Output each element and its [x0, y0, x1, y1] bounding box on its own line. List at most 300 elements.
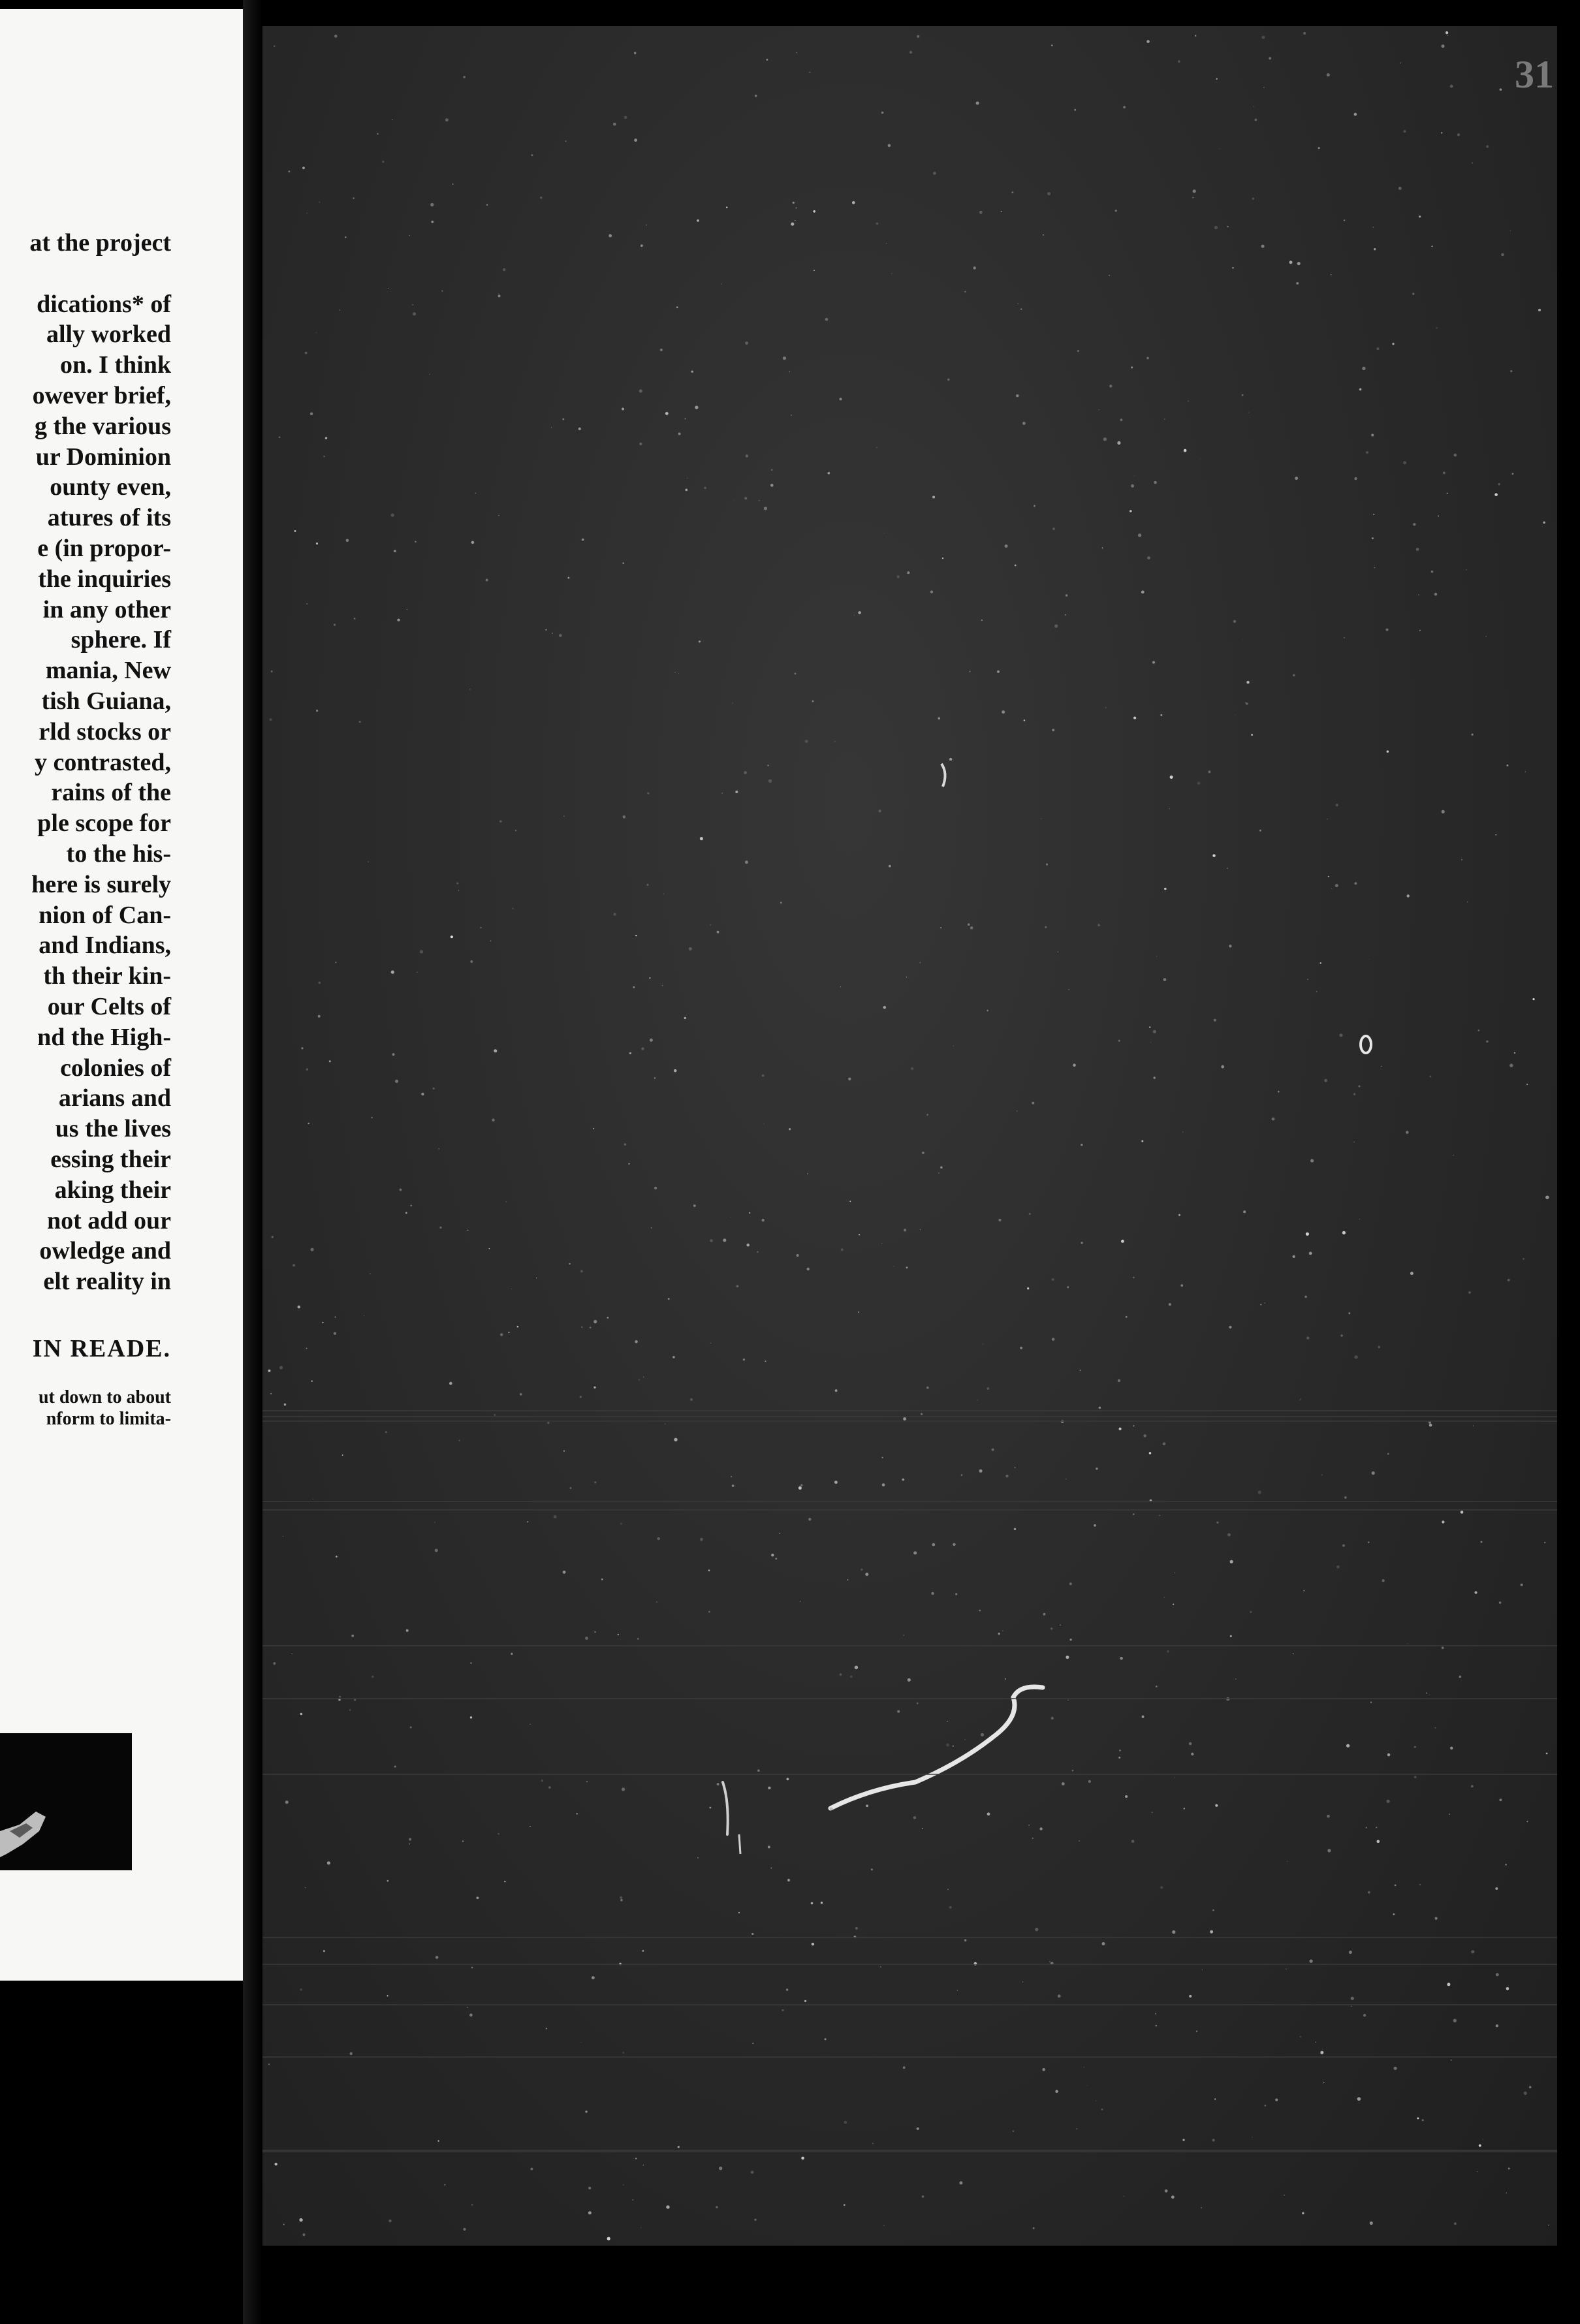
- speckle: [345, 236, 346, 238]
- speckle: [1001, 211, 1002, 212]
- speckle: [359, 721, 361, 723]
- speckle: [987, 1387, 989, 1390]
- text-line: g the various: [35, 412, 171, 440]
- speckle: [1295, 477, 1298, 480]
- speckle: [394, 550, 396, 552]
- speckle: [640, 244, 643, 247]
- speckle: [520, 1393, 522, 1396]
- speckle: [595, 1631, 596, 1633]
- speckle: [904, 1229, 906, 1231]
- speckle: [1065, 614, 1066, 616]
- speckle: [580, 1396, 582, 1398]
- speckle: [1477, 2171, 1478, 2172]
- speckle: [1102, 548, 1103, 549]
- speckle: [475, 493, 477, 494]
- speckle: [409, 1838, 411, 1841]
- speckle: [548, 1786, 551, 1789]
- speckle: [302, 2233, 305, 2236]
- speckle: [1521, 1584, 1523, 1586]
- speckle: [1422, 2119, 1424, 2121]
- speckle: [1506, 764, 1508, 766]
- speckle: [1229, 945, 1231, 947]
- speckle: [1099, 1407, 1101, 1409]
- speckle: [764, 507, 767, 510]
- speckle: [551, 427, 552, 428]
- speckle: [731, 1476, 732, 1477]
- speckle: [285, 1800, 289, 1804]
- speckle: [1072, 1770, 1074, 1772]
- speckle: [1374, 567, 1376, 569]
- speckle: [1372, 1471, 1375, 1475]
- speckle: [413, 312, 416, 315]
- speckle: [1102, 1942, 1105, 1945]
- speckle: [1002, 1630, 1003, 1631]
- speckle: [635, 2158, 637, 2159]
- speckle: [1278, 1091, 1280, 1093]
- speckle: [387, 1995, 388, 1996]
- speckle: [1227, 226, 1229, 227]
- speckle: [1215, 1804, 1218, 1807]
- speckle: [580, 1270, 583, 1272]
- speckle: [1342, 1231, 1346, 1234]
- speckle: [708, 1611, 710, 1613]
- speckle: [1481, 1541, 1483, 1543]
- speckle: [486, 579, 488, 582]
- speckle: [757, 1769, 760, 1772]
- speckle: [275, 2163, 277, 2165]
- speckle: [691, 371, 693, 373]
- speckle: [1450, 85, 1453, 88]
- author-signature: IN READE.: [32, 1335, 171, 1362]
- speckle: [1306, 1233, 1309, 1236]
- speckle: [1506, 1864, 1507, 1866]
- speckle: [666, 2205, 669, 2208]
- speckle: [1096, 1468, 1098, 1470]
- speckle: [689, 947, 692, 950]
- speckle: [499, 821, 501, 823]
- speckle: [744, 497, 747, 499]
- speckle: [1039, 1827, 1042, 1830]
- speckle: [334, 624, 336, 626]
- speckle: [1015, 565, 1017, 567]
- speckle: [1368, 959, 1369, 960]
- speckle: [882, 1483, 885, 1486]
- speckle: [292, 1264, 295, 1266]
- speckle: [1074, 109, 1076, 111]
- speckle: [787, 1879, 790, 1881]
- speckle: [1143, 1434, 1146, 1437]
- speckle: [744, 771, 747, 774]
- speckle: [1320, 2051, 1323, 2054]
- text-line: the inquiries: [38, 565, 171, 593]
- speckle: [1510, 230, 1511, 231]
- speckle: [751, 1933, 753, 1935]
- speckle: [1045, 926, 1047, 928]
- speckle: [1098, 924, 1100, 926]
- text-line: e (in propor-: [37, 534, 171, 562]
- speckle: [849, 1201, 851, 1202]
- speckle: [490, 940, 492, 941]
- speckle: [622, 408, 624, 411]
- speckle: [531, 2168, 533, 2171]
- speckle: [1427, 1693, 1428, 1694]
- speckle: [949, 758, 952, 761]
- speckle: [998, 1219, 1001, 1221]
- speckle: [316, 542, 318, 544]
- speckle: [1230, 1560, 1233, 1563]
- speckle: [1450, 1747, 1453, 1750]
- speckle: [953, 1543, 956, 1547]
- speckle: [1416, 548, 1419, 551]
- speckle: [1214, 2099, 1216, 2100]
- speckle: [1088, 1780, 1091, 1783]
- speckle: [755, 95, 757, 97]
- text-line: to the his-: [66, 840, 171, 868]
- speckle: [1331, 888, 1333, 889]
- speckle: [1304, 1296, 1307, 1298]
- speckle: [947, 379, 950, 381]
- speckle: [463, 2228, 466, 2231]
- speckle: [1118, 1040, 1120, 1042]
- speckle: [710, 1239, 713, 1242]
- speckle: [569, 1263, 571, 1264]
- speckle: [1138, 533, 1141, 537]
- speckle: [1524, 2092, 1527, 2095]
- speckle: [1002, 710, 1005, 714]
- speckle: [751, 2171, 754, 2174]
- speckle: [463, 76, 466, 78]
- speckle: [1354, 113, 1357, 116]
- speckle: [1309, 1252, 1312, 1255]
- speckle: [354, 1699, 356, 1701]
- speckle: [745, 341, 748, 345]
- speckle: [1210, 1930, 1213, 1934]
- speckle: [733, 500, 734, 501]
- speckle: [841, 1248, 844, 1251]
- speckle: [721, 793, 723, 794]
- speckle: [439, 1227, 441, 1229]
- speckle: [1265, 2105, 1267, 2107]
- text-line: aking their: [54, 1176, 171, 1204]
- speckle: [1012, 191, 1014, 193]
- speckle: [1156, 1686, 1158, 1688]
- speckle: [607, 1317, 609, 1319]
- speckle: [299, 2218, 302, 2222]
- speckle: [793, 202, 795, 204]
- speckle: [397, 619, 400, 621]
- speckle: [768, 1845, 770, 1848]
- speckle: [1152, 661, 1155, 664]
- speckle: [601, 1578, 603, 1580]
- speckle: [974, 1962, 977, 1966]
- speckle: [1403, 461, 1406, 464]
- speckle: [593, 1320, 597, 1323]
- speckle: [1486, 1041, 1489, 1043]
- speckle: [1043, 1613, 1046, 1616]
- speckle: [1252, 198, 1255, 200]
- speckle: [471, 2204, 473, 2206]
- speckle: [1471, 1785, 1474, 1787]
- speckle: [563, 1450, 565, 1452]
- speckle: [1142, 1716, 1145, 1718]
- text-line: dications* of: [37, 290, 171, 318]
- speckle: [1066, 594, 1068, 597]
- speckle: [1115, 210, 1117, 212]
- speckle: [308, 1123, 309, 1125]
- speckle: [852, 201, 855, 204]
- speckle: [695, 406, 698, 409]
- speckle: [1419, 1884, 1421, 1885]
- speckle: [1195, 35, 1196, 37]
- speckle: [1526, 1821, 1528, 1822]
- speckle: [902, 1479, 904, 1481]
- speckle: [382, 161, 384, 163]
- speckle: [717, 1783, 719, 1785]
- speckle: [1310, 1960, 1313, 1963]
- speckle: [987, 1010, 988, 1012]
- text-line: us the lives: [55, 1115, 171, 1143]
- speckle: [624, 116, 627, 119]
- speckle: [795, 673, 797, 675]
- speckle: [1193, 189, 1196, 193]
- speckle: [628, 1163, 629, 1165]
- speckle: [1414, 1776, 1417, 1778]
- speckle: [325, 437, 327, 439]
- speckle: [1359, 1086, 1361, 1088]
- speckle: [771, 469, 773, 471]
- speckle: [622, 1787, 625, 1791]
- speckle: [1189, 1995, 1192, 1998]
- speckle: [840, 398, 842, 400]
- speckle: [697, 1857, 699, 1859]
- speckle: [1170, 776, 1173, 779]
- speckle: [1472, 163, 1473, 164]
- page-gutter: [243, 0, 262, 2324]
- text-line: rld stocks or: [39, 717, 171, 746]
- speckle: [1316, 991, 1318, 992]
- speckle: [1120, 1657, 1123, 1660]
- speckle: [1508, 2168, 1510, 2170]
- speckle: [531, 154, 533, 156]
- speckle: [306, 1068, 308, 1070]
- speckle: [1232, 267, 1234, 269]
- speckle: [1216, 1522, 1218, 1524]
- speckle: [541, 1780, 544, 1782]
- speckle: [1055, 2090, 1058, 2093]
- speckle: [981, 1733, 984, 1736]
- speckle: [917, 35, 919, 38]
- speckle: [1310, 1159, 1314, 1163]
- speckle: [1094, 1524, 1096, 1527]
- speckle: [1526, 1084, 1528, 1085]
- speckle: [930, 591, 933, 593]
- speckle: [1101, 2109, 1103, 2111]
- speckle: [766, 59, 768, 61]
- speckle: [1382, 1579, 1385, 1582]
- speckle: [882, 1457, 883, 1458]
- speckle: [1196, 2030, 1197, 2032]
- speckle: [891, 273, 893, 274]
- speckle: [319, 982, 321, 984]
- speckle: [1370, 1701, 1372, 1703]
- speckle: [517, 1326, 519, 1328]
- speckle: [1259, 830, 1261, 832]
- speckle: [880, 1966, 881, 1968]
- speckle: [1446, 31, 1448, 34]
- speckle: [1479, 2144, 1481, 2147]
- speckle: [743, 1358, 746, 1361]
- speckle: [1169, 1303, 1171, 1306]
- speckle: [323, 456, 324, 457]
- speckle: [1523, 1258, 1525, 1260]
- speckle: [1529, 2086, 1532, 2088]
- speckle: [732, 702, 733, 704]
- speckle: [635, 1340, 638, 1343]
- speckle: [672, 1356, 675, 1358]
- speckle: [552, 633, 553, 634]
- speckle: [1022, 422, 1026, 425]
- speckle: [814, 270, 815, 271]
- speckle: [1498, 483, 1500, 485]
- speckle: [1432, 245, 1433, 247]
- speckle: [1130, 510, 1131, 512]
- speckle: [410, 1727, 412, 1729]
- speckle: [1103, 437, 1107, 441]
- speckle: [1336, 804, 1338, 806]
- speckle: [1154, 481, 1156, 484]
- speckle: [316, 710, 318, 712]
- speckle: [452, 183, 454, 185]
- speckle: [1121, 1240, 1124, 1243]
- speckle: [704, 487, 706, 490]
- speckle: [1227, 868, 1228, 869]
- speckle: [509, 1332, 510, 1333]
- speckle: [1354, 477, 1357, 480]
- speckle: [834, 1481, 838, 1484]
- speckle: [762, 1219, 765, 1221]
- speckle: [1436, 327, 1437, 328]
- speckle: [735, 791, 738, 793]
- speckle: [620, 1523, 622, 1525]
- speckle: [310, 413, 313, 415]
- speckle: [334, 35, 338, 38]
- text-line: and Indians,: [39, 932, 171, 960]
- speckle: [1149, 1026, 1151, 1028]
- speckle: [1152, 1812, 1153, 1814]
- speckle: [1214, 1019, 1216, 1022]
- speckle: [1169, 808, 1170, 809]
- speckle: [1395, 1885, 1397, 1887]
- speckle: [1046, 864, 1048, 866]
- speckle: [480, 927, 481, 928]
- speckle: [1412, 293, 1414, 295]
- speckle: [1160, 714, 1162, 716]
- speckle: [385, 1431, 387, 1433]
- speckle: [1005, 1475, 1008, 1477]
- speckle: [1123, 106, 1126, 108]
- speckle: [795, 220, 796, 221]
- speckle: [1068, 989, 1069, 990]
- speckle: [700, 837, 703, 840]
- text-line: sphere. If: [71, 626, 171, 654]
- speckle: [1407, 1643, 1408, 1644]
- speckle: [529, 1826, 531, 1827]
- speckle: [1033, 2227, 1035, 2229]
- speckle: [649, 977, 650, 979]
- speckle: [486, 204, 488, 206]
- speckle: [872, 2143, 874, 2144]
- speckle: [409, 235, 410, 236]
- speckle: [1212, 1909, 1214, 1911]
- speckle: [1548, 2225, 1549, 2226]
- text-line: in any other: [42, 595, 171, 623]
- speckle: [563, 816, 565, 817]
- speckle: [318, 1015, 321, 1018]
- footnote-line: nform to limita-: [46, 1409, 171, 1429]
- speckle: [1386, 629, 1389, 631]
- speckle: [503, 268, 506, 272]
- speckle: [1331, 274, 1332, 275]
- speckle: [1302, 2212, 1304, 2215]
- speckle: [979, 211, 983, 214]
- speckle: [270, 1393, 272, 1394]
- speckle: [883, 1006, 886, 1009]
- speckle: [1453, 1155, 1454, 1156]
- speckle: [1451, 2060, 1452, 2061]
- speckle: [674, 1438, 677, 1441]
- speckle: [1242, 394, 1244, 396]
- speckle: [590, 1327, 592, 1328]
- speckle: [1404, 130, 1406, 133]
- speckle: [1178, 1214, 1180, 1216]
- speckle: [565, 140, 567, 142]
- speckle: [1447, 1983, 1450, 1986]
- speckle: [316, 332, 317, 333]
- speckle: [1438, 516, 1439, 517]
- speckle: [926, 1387, 929, 1389]
- speckle: [1049, 1961, 1051, 1962]
- speckle: [858, 1311, 859, 1313]
- speckle: [1086, 2085, 1087, 2086]
- speckle: [903, 1417, 906, 1421]
- speckle: [650, 1039, 653, 1042]
- speckle: [349, 1709, 351, 1711]
- speckle: [940, 1167, 943, 1169]
- speckle: [807, 1268, 810, 1270]
- speckle: [1353, 1093, 1355, 1095]
- speckle: [926, 1114, 928, 1116]
- speckle: [1349, 1951, 1352, 1954]
- speckle: [657, 1537, 660, 1540]
- speckle: [1058, 1994, 1061, 1998]
- speckle: [270, 718, 272, 721]
- speckle: [433, 1088, 435, 1090]
- speckle: [1118, 1757, 1120, 1759]
- speckle: [949, 1906, 952, 1909]
- speckle: [1069, 1582, 1072, 1585]
- speckle: [922, 1152, 924, 1154]
- speckle: [1246, 702, 1248, 705]
- speckle: [438, 1148, 439, 1150]
- text-line: nd the High-: [37, 1023, 171, 1051]
- text-line: mania, New: [45, 657, 171, 685]
- speckle: [921, 1413, 923, 1415]
- speckle: [354, 618, 356, 620]
- speckle: [400, 1189, 402, 1191]
- text-line: ur Dominion: [35, 443, 171, 471]
- speckle: [947, 1721, 948, 1722]
- speckle: [663, 893, 665, 894]
